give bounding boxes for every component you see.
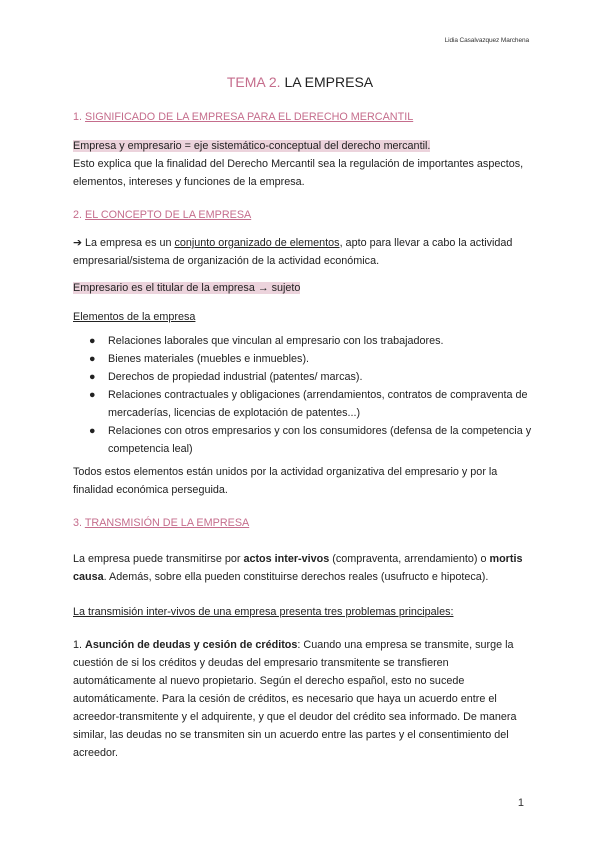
section-2-highlight-paragraph [73, 279, 533, 297]
bullet-icon: ● [89, 353, 96, 365]
list-item: ● Relaciones con otros empresarios y con los consumidores (defensa de la competencia y competencia leal) [73, 422, 533, 458]
list-item: ● Relaciones contractuales y obligaciones (arrendamientos, contratos de compraventa de mercaderías, licencias de explotación de patentes...) [73, 386, 533, 422]
bullet-icon: ● [89, 335, 96, 347]
page-title [0, 74, 600, 90]
section-1-heading [73, 111, 413, 123]
section-1-highlight: Empresa y empresario = eje sistemático-conceptual del derecho mercantil. [73, 140, 431, 152]
section-1-title: SIGNIFICADO DE LA EMPRESA PARA EL DERECHO MERCANTIL [85, 111, 414, 123]
section-3-paragraph-1: La empresa puede transmitirse por actos inter-vivos (compraventa, arrendamiento) o mortis causa. Además, sobre ella pueden constituirse derechos reales (usufructo e hipoteca). [73, 553, 523, 583]
list-item: ● Bienes materiales (muebles e inmuebles). [73, 350, 533, 368]
section-3-heading [73, 517, 249, 529]
elements-list [73, 332, 533, 458]
section-1-body: Esto explica que la finalidad del Derecho Mercantil sea la regulación de importantes aspectos, elementos, intereses y funciones de la empresa. [73, 158, 524, 188]
section-2-highlight: Empresario es el titular de la empresa → sujeto [73, 282, 301, 294]
problem-1-number: 1. [73, 639, 83, 651]
section-2-closing: Todos estos elementos están unidos por la actividad organizativa del empresario y por la finalidad económica perseguida. [73, 466, 498, 496]
intro-before: La empresa es un [85, 237, 175, 249]
intro-after: , apto para llevar a cabo la actividad empresarial/sistema de organización de la actividad económica. [73, 237, 513, 267]
section-2-number: 2. [73, 209, 83, 221]
section-2-title: EL CONCEPTO DE LA EMPRESA [85, 209, 252, 221]
title-text: LA EMPRESA [284, 74, 374, 90]
problem-item-1 [73, 636, 533, 762]
section-2-intro [73, 234, 533, 270]
problem-1-title: Asunción de deudas y cesión de créditos [85, 639, 298, 651]
elements-heading [73, 308, 533, 326]
section-2-heading [73, 209, 251, 221]
section-1-number: 1. [73, 111, 83, 123]
title-label: TEMA 2. [226, 74, 281, 90]
section-3-number: 3. [73, 517, 83, 529]
section-3-title: TRANSMISIÓN DE LA EMPRESA [84, 517, 250, 529]
section-1-highlight-paragraph [73, 137, 533, 155]
author-header: Lidia Casalvazquez Marchena [444, 37, 529, 44]
mortis-causa-bold: mortis causa [73, 553, 523, 583]
bullet-icon: ● [89, 371, 96, 383]
problems-heading [73, 603, 533, 621]
problem-1-text: : Cuando una empresa se transmite, surge la cuestión de si los créditos y deudas del empresario transmitente se transfieren automáticamente al nuevo propietario. Según el derecho español, esto no sucede automáticamente. Para la cesión de créditos, es necesario que haya un acuerdo entre el acreedor-transmitente y el adquirente, y que el deudor del crédito sea informado. De manera similar, las deudas no se transmiten sin un acuerdo entre las partes y el consentimiento del acreedor. [73, 639, 517, 759]
elements-heading-text: Elementos de la empresa [73, 311, 196, 323]
intro-underlined: conjunto organizado de elementos [174, 237, 340, 249]
page-number: 1 [517, 797, 524, 809]
list-item: ● Relaciones laborales que vinculan al empresario con los trabajadores. [73, 332, 533, 350]
problems-heading-text: La transmisión inter-vivos de una empresa presenta tres problemas principales: [73, 606, 454, 618]
arrow-icon: ➔ [73, 237, 83, 249]
inter-vivos-bold: actos inter-vivos [243, 553, 330, 565]
bullet-icon: ● [89, 425, 96, 437]
list-item: ● Derechos de propiedad industrial (patentes/ marcas). [73, 368, 533, 386]
bullet-icon: ● [89, 389, 96, 401]
